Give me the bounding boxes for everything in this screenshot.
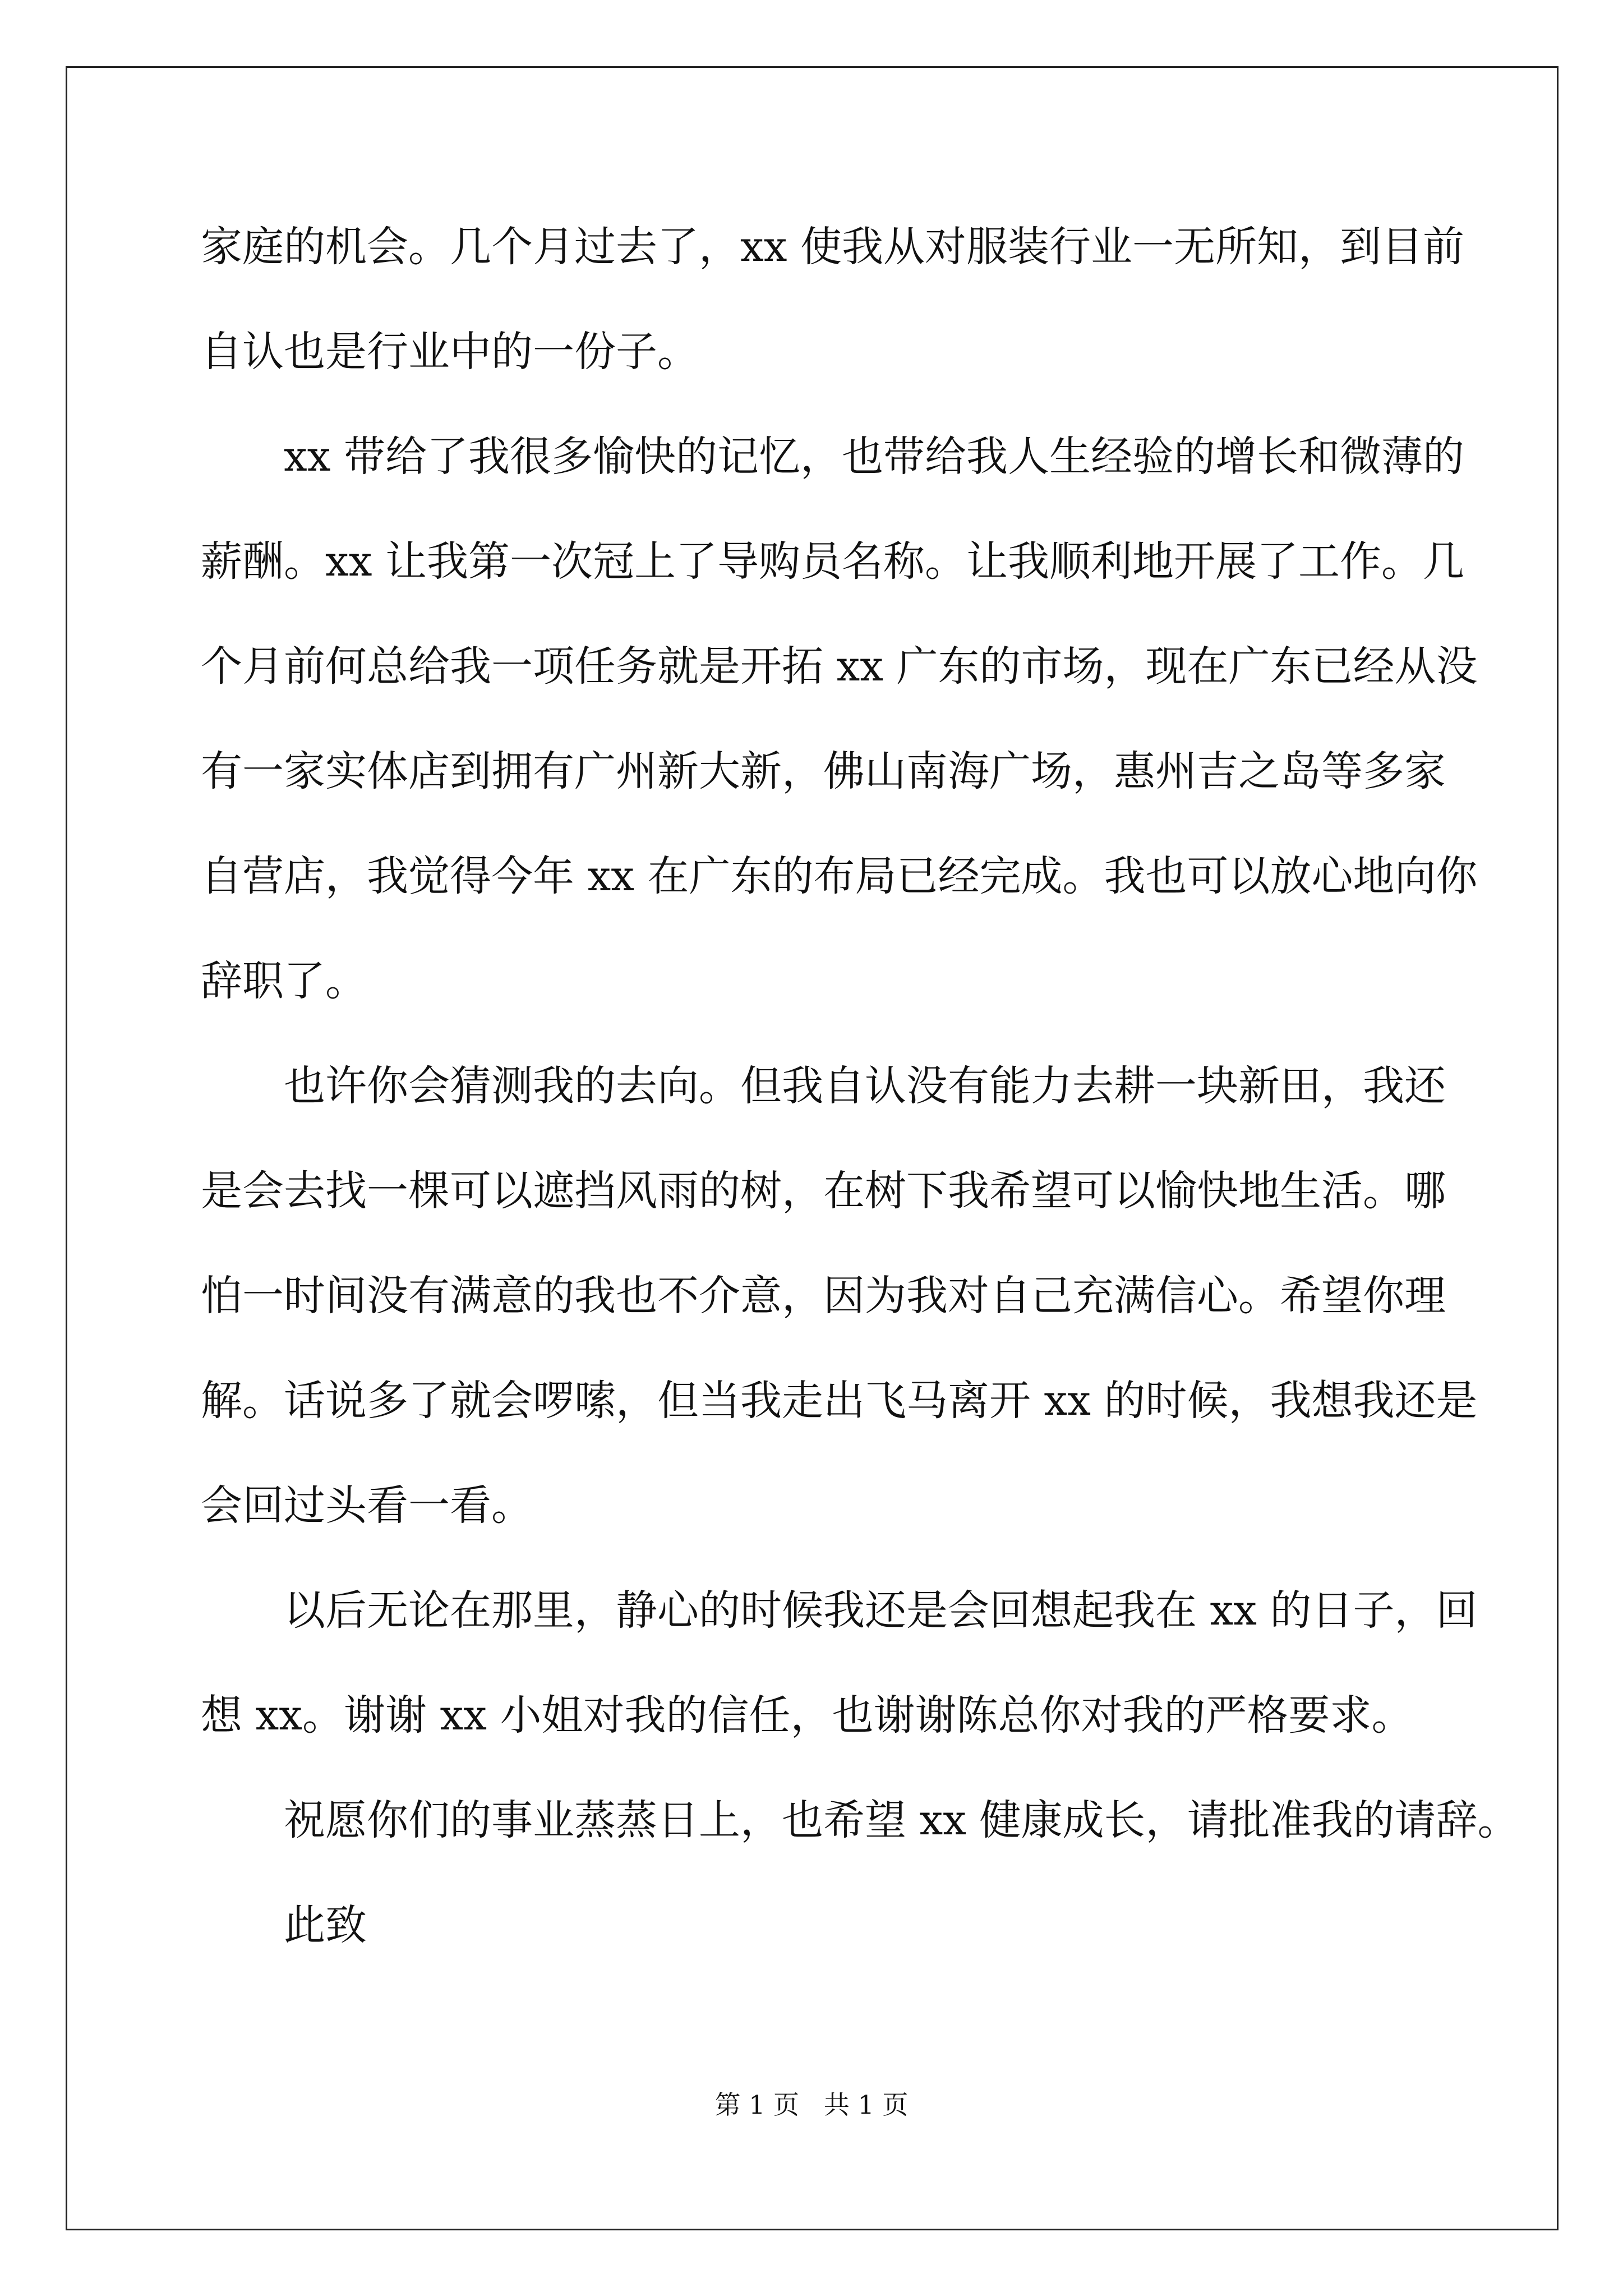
paragraph-line: 此致 <box>284 1901 367 1949</box>
paragraph-line: xx 带给了我很多愉快的记忆，也带给我人生经验的增长和微薄的 <box>284 432 1464 481</box>
paragraph-line: 解。话说多了就会啰嗦，但当我走出飞马离开 xx 的时候，我想我还是 <box>201 1377 1478 1425</box>
paragraph-line: 个月前何总给我一项任务就是开拓 xx 广东的市场，现在广东已经从没 <box>201 642 1478 691</box>
paragraph-line: 怕一时间没有满意的我也不介意，因为我对自己充满信心。希望你理 <box>201 1272 1446 1320</box>
paragraph-line: 想 xx。谢谢 xx 小姐对我的信任，也谢谢陈总你对我的严格要求。 <box>201 1691 1413 1740</box>
paragraph-line: 家庭的机会。几个月过去了，xx 使我从对服装行业一无所知，到目前 <box>201 223 1464 271</box>
paragraph-line: 自营店，我觉得今年 xx 在广东的布局已经完成。我也可以放心地向你 <box>201 852 1478 900</box>
paragraph-line: 是会去找一棵可以遮挡风雨的树，在树下我希望可以愉快地生活。哪 <box>201 1167 1446 1215</box>
paragraph-line: 以后无论在那里，静心的时候我还是会回想起我在 xx 的日子，回 <box>284 1586 1478 1635</box>
page-number-footer: 第 1 页 共 1 页 <box>714 2090 909 2120</box>
paragraph-line: 有一家实体店到拥有广州新大新，佛山南海广场，惠州吉之岛等多家 <box>201 747 1446 795</box>
paragraph-line: 薪酬。xx 让我第一次冠上了导购员名称。让我顺利地开展了工作。几 <box>201 537 1464 586</box>
paragraph-line: 自认也是行业中的一份子。 <box>201 328 699 376</box>
paragraph-line: 会回过头看一看。 <box>201 1481 533 1530</box>
paragraph-line: 祝愿你们的事业蒸蒸日上，也希望 xx 健康成长，请批准我的请辞。 <box>284 1796 1519 1844</box>
paragraph-line: 也许你会猜测我的去向。但我自认没有能力去耕一块新田，我还 <box>284 1062 1446 1110</box>
paragraph-line: 辞职了。 <box>201 957 367 1005</box>
